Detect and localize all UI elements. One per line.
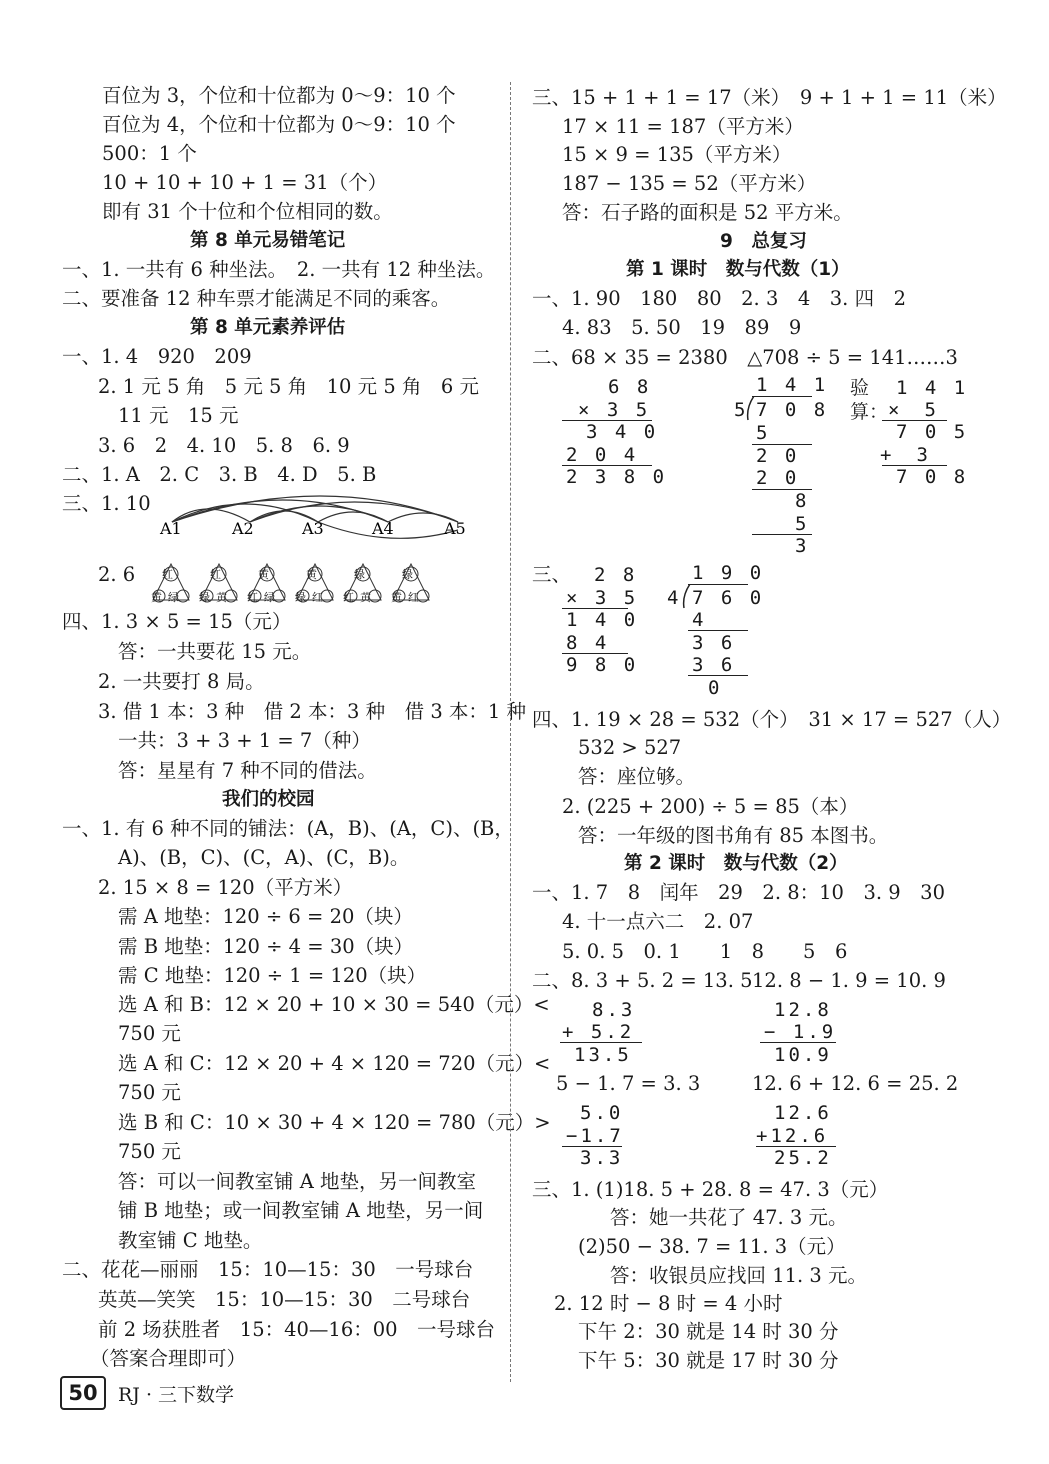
text-line: 答：一年级的图书角有 85 本图书。 xyxy=(578,824,889,847)
calc-line: 8.3 xyxy=(592,999,636,1021)
text-line: 答：座位够。 xyxy=(578,765,696,788)
page-number: 50 xyxy=(60,1376,106,1410)
text-line: 2. 15 × 8 = 120（平方米） xyxy=(98,876,353,899)
bug-tail: 红绿 xyxy=(247,591,281,604)
calc-line: 25.2 xyxy=(774,1147,832,1169)
text-line: 二、要准备 12 种车票才能满足不同的乘客。 xyxy=(62,287,451,310)
text-line: 2. 一共要打 8 局。 xyxy=(98,670,265,693)
text-line: 10 + 10 + 10 + 1 = 31（个） xyxy=(102,171,388,194)
bug-label: 红 xyxy=(210,568,221,581)
text-line: 一、1. 一共有 6 种坐法。 2. 一共有 12 种坐法。 xyxy=(62,258,496,281)
section-heading: 我们的校园 xyxy=(222,789,315,810)
text-line: 12. 6 + 12. 6 = 25. 2 xyxy=(752,1072,959,1095)
text-line: 11 元 15 元 xyxy=(118,404,239,427)
text-line: 即有 31 个十位和个位相同的数。 xyxy=(102,200,393,223)
section-heading: 第 2 课时 数与代数（2） xyxy=(624,853,848,874)
node-label: A5 xyxy=(444,519,466,538)
text-line: 5 − 1. 7 = 3. 3 xyxy=(556,1072,701,1095)
bug-tail: 黄红 xyxy=(391,591,425,604)
text-line: 2. 6 xyxy=(98,563,136,586)
calc-line: 12.8 xyxy=(774,999,832,1021)
text-line: 187 − 135 = 52（平方米） xyxy=(562,172,817,195)
text-line: 需 C 地垫：120 ÷ 1 = 120（块） xyxy=(118,964,427,987)
bug-label: 黄 xyxy=(306,568,317,581)
node-label: A4 xyxy=(372,519,394,538)
calc-line: 2 0 xyxy=(756,445,800,467)
column-divider xyxy=(510,82,511,1382)
bug-label: 绿 xyxy=(402,568,413,581)
calc-rule xyxy=(752,396,812,397)
calc-line: 6 8 xyxy=(608,376,652,398)
text-line: 三、1. 10 xyxy=(62,492,151,515)
calc-line: 2 8 xyxy=(594,564,638,586)
calc-line: 4 xyxy=(692,609,707,631)
ladybug-arrangements xyxy=(145,560,435,606)
text-line: 答：一共要花 15 元。 xyxy=(118,640,312,663)
text-line: 二、68 × 35 = 2380 △708 ÷ 5 = 141……3 xyxy=(532,346,958,369)
book-tag: RJ · 三下数学 xyxy=(118,1384,235,1406)
bug-label: 红 xyxy=(162,568,173,581)
text-line: 答：星星有 7 种不同的借法。 xyxy=(118,759,377,782)
calc-line: 2 0 xyxy=(756,467,800,489)
text-line: 12. 8 − 1. 9 = 10. 9 xyxy=(752,969,946,992)
section-heading: 第 8 单元易错笔记 xyxy=(190,230,346,251)
division-bracket xyxy=(746,396,756,422)
text-line: 三、 xyxy=(532,563,572,586)
bug-tail: 绿红 xyxy=(295,591,329,604)
text-line: 一、1. 7 8 闰年 29 2. 8：10 3. 9 30 xyxy=(532,881,945,904)
verify-label: 验算： xyxy=(850,377,889,423)
bug-label: 绿 xyxy=(354,568,365,581)
calc-line: 7 0 8 xyxy=(756,399,829,421)
section-heading: 9 总复习 xyxy=(720,231,807,252)
text-line: 4. 83 5. 50 19 89 9 xyxy=(562,316,802,339)
text-line: 选 A 和 B：12 × 20 + 10 × 30 = 540（元）< xyxy=(118,993,550,1016)
node-label: A3 xyxy=(302,519,324,538)
calc-line: + 3 xyxy=(880,444,931,466)
section-heading: 第 8 单元素养评估 xyxy=(190,317,346,338)
calc-line: 2 3 8 0 xyxy=(566,466,668,488)
text-line: 3. 6 2 4. 10 5. 8 6. 9 xyxy=(98,434,350,457)
calc-line: 5 xyxy=(795,513,810,535)
calc-line: 7 0 8 xyxy=(896,466,969,488)
text-line: 答：她一共花了 47. 3 元。 xyxy=(610,1206,848,1229)
text-line: 英英—笑笑 15：10—15：30 二号球台 xyxy=(98,1288,471,1311)
node-label: A2 xyxy=(232,519,254,538)
calc-line: 1 4 1 xyxy=(896,377,969,399)
match-diagram xyxy=(150,492,480,554)
text-line: 选 B 和 C：10 × 30 + 4 × 120 = 780（元）> xyxy=(118,1111,551,1134)
text-line: 二、8. 3 + 5. 2 = 13. 5 xyxy=(532,969,753,992)
calc-line: × 3 5 xyxy=(566,587,639,609)
text-line: 教室铺 C 地垫。 xyxy=(118,1229,263,1252)
text-line: 前 2 场获胜者 15：40—16：00 一号球台 xyxy=(98,1318,496,1341)
text-line: 二、花花—丽丽 15：10—15：30 一号球台 xyxy=(62,1258,474,1281)
text-line: 需 B 地垫：120 ÷ 4 = 30（块） xyxy=(118,935,414,958)
text-line: 一、1. 90 180 80 2. 3 4 3. 四 2 xyxy=(532,287,906,310)
calc-line: 7 0 5 xyxy=(896,421,969,443)
text-line: 一、1. 有 6 种不同的铺法：(A，B)、(A，C)、(B， xyxy=(62,817,514,840)
calc-line: 3 6 xyxy=(692,632,736,654)
text-line: 百位为 3，个位和十位都为 0～9：10 个 xyxy=(102,84,456,107)
calc-line: × 3 5 xyxy=(578,399,651,421)
calc-line: 1 9 0 xyxy=(692,562,765,584)
text-line: 需 A 地垫：120 ÷ 6 = 20（块） xyxy=(118,905,413,928)
calc-line: × 5 xyxy=(888,399,939,421)
text-line: 5. 0. 5 0. 1 1 8 5 6 xyxy=(562,940,848,963)
text-line: 答：可以一间教室铺 A 地垫，另一间教室 xyxy=(118,1170,476,1193)
text-line: 百位为 4，个位和十位都为 0～9：10 个 xyxy=(102,113,456,136)
text-line: 铺 B 地垫；或一间教室铺 A 地垫，另一间 xyxy=(118,1199,484,1222)
calc-line: 13.5 xyxy=(574,1044,632,1066)
text-line: 17 × 11 = 187（平方米） xyxy=(562,115,804,138)
calc-line: +12.6 xyxy=(756,1125,829,1147)
division-bracket xyxy=(682,584,692,610)
text-line: 一、1. 4 920 209 xyxy=(62,345,252,368)
text-line: 750 元 xyxy=(118,1081,181,1104)
text-line: 3. 借 1 本：3 种 借 2 本：3 种 借 3 本：1 种 xyxy=(98,700,527,723)
text-line: 下午 5：30 就是 17 时 30 分 xyxy=(578,1349,839,1372)
text-line: 750 元 xyxy=(118,1140,181,1163)
calc-line: 1 4 0 xyxy=(566,609,639,631)
calc-line: −1.7 xyxy=(566,1125,624,1147)
text-line: 答：石子路的面积是 52 平方米。 xyxy=(562,201,853,224)
text-line: 532 > 527 xyxy=(578,736,682,759)
text-line: 4. 十一点六二 2. 07 xyxy=(562,910,754,933)
calc-line: 8 4 xyxy=(566,632,610,654)
text-line: 答：收银员应找回 11. 3 元。 xyxy=(610,1264,868,1287)
text-line: 2. (225 + 200) ÷ 5 = 85（本） xyxy=(562,795,859,818)
bug-tail: 红黄 xyxy=(343,591,377,604)
text-line: 四、1. 3 × 5 = 15（元） xyxy=(62,610,292,633)
calc-line: 2 0 4 xyxy=(566,444,639,466)
calc-rule xyxy=(688,584,748,585)
text-line: 选 A 和 C：12 × 20 + 4 × 120 = 720（元）< xyxy=(118,1052,551,1075)
bug-label: 黄 xyxy=(258,568,269,581)
text-line: 2. 12 时 − 8 时 = 4 小时 xyxy=(554,1292,783,1315)
right-column xyxy=(512,0,1049,1464)
calc-line: 3 xyxy=(795,535,810,557)
text-line: 500：1 个 xyxy=(102,142,197,165)
calc-line: 3 6 xyxy=(692,654,736,676)
text-line: 一共：3 + 3 + 1 = 7（种） xyxy=(118,729,371,752)
node-label: A1 xyxy=(160,519,182,538)
calc-line: 5 xyxy=(756,422,771,444)
text-line: 二、1. A 2. C 3. B 4. D 5. B xyxy=(62,463,377,486)
calc-line: − 1.9 xyxy=(764,1021,837,1043)
calc-line: 10.9 xyxy=(774,1044,832,1066)
text-line: 2. 1 元 5 角 5 元 5 角 10 元 5 角 6 元 xyxy=(98,375,480,398)
calc-line: 5 xyxy=(734,399,749,421)
calc-line: 1 4 1 xyxy=(756,374,829,396)
calc-line: 8 xyxy=(795,490,810,512)
calc-line: + 5.2 xyxy=(562,1021,635,1043)
calc-line: 3.3 xyxy=(580,1147,624,1169)
text-line: 750 元 xyxy=(118,1022,181,1045)
text-line: A)、(B，C)、(C，A)、(C，B)。 xyxy=(118,846,410,869)
section-heading: 第 1 课时 数与代数（1） xyxy=(626,259,850,280)
text-line: 三、15 + 1 + 1 = 17（米） 9 + 1 + 1 = 11（米） xyxy=(532,86,1007,109)
text-line: 四、1. 19 × 28 = 532（个） 31 × 17 = 527（人） xyxy=(532,708,1012,731)
calc-line: 12.6 xyxy=(774,1102,832,1124)
calc-line: 4 xyxy=(667,587,682,609)
calc-line: 7 6 0 xyxy=(692,587,765,609)
text-line: 15 × 9 = 135（平方米） xyxy=(562,143,792,166)
calc-line: 3 4 0 xyxy=(586,421,659,443)
text-line: 下午 2：30 就是 14 时 30 分 xyxy=(578,1320,839,1343)
calc-line: 9 8 0 xyxy=(566,654,639,676)
bug-tail: 绿黄 xyxy=(199,591,233,604)
text-line: (2)50 − 38. 7 = 11. 3（元） xyxy=(578,1235,846,1258)
calc-line: 5.0 xyxy=(580,1102,624,1124)
bug-tail: 黄绿 xyxy=(151,591,185,604)
text-line: （答案合理即可） xyxy=(90,1347,247,1370)
text-line: 三、1. (1)18. 5 + 28. 8 = 47. 3（元） xyxy=(532,1178,889,1201)
calc-line: 0 xyxy=(708,677,723,699)
